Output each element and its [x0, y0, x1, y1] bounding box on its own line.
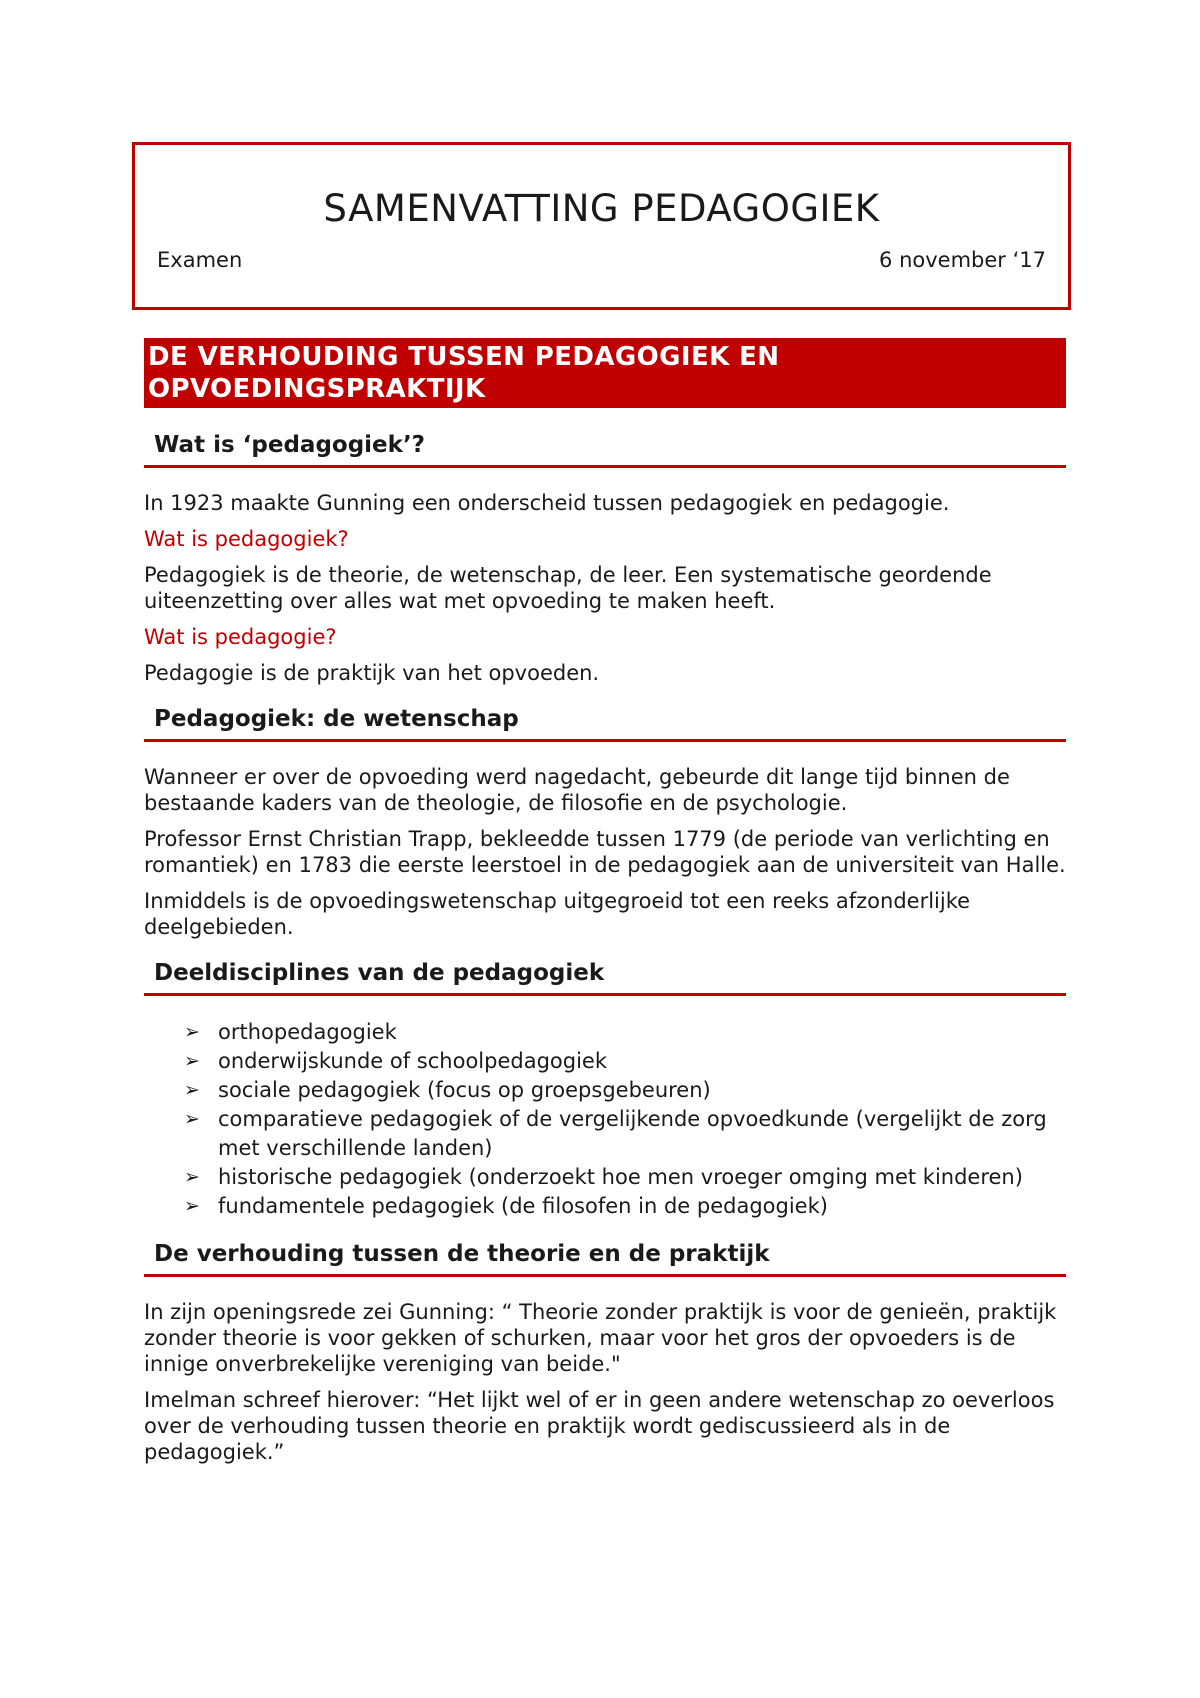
- paragraph: Pedagogiek is de theorie, de wetenschap, de leer. Een systematische geordende uiteenzetting over alles wat met opvoeding te maken heeft.: [144, 563, 992, 613]
- section-heading-wetenschap: Pedagogiek: de wetenschap: [144, 704, 1066, 742]
- arrow-bullet-icon: ➢: [184, 1079, 200, 1101]
- document-body: [144, 338, 1066, 1475]
- list-item: ➢ orthopedagogiek: [184, 1018, 1066, 1047]
- document-title: SAMENVATTING PEDAGOGIEK: [323, 187, 880, 230]
- section-heading-theorie-praktijk: De verhouding tussen de theorie en de praktijk: [144, 1239, 1066, 1277]
- list-item: ➢ sociale pedagogiek (focus op groepsgebeuren): [184, 1076, 1066, 1105]
- section-heading-wat-is-pedagogiek: Wat is ‘pedagogiek’?: [144, 430, 1066, 468]
- arrow-bullet-icon: ➢: [184, 1021, 200, 1043]
- arrow-bullet-icon: ➢: [184, 1050, 200, 1072]
- list-item: ➢ comparatieve pedagogiek of de vergelijkende opvoedkunde (vergelijkt de zorg met verschillende landen): [184, 1107, 1047, 1160]
- exam-date: 6 november ‘17: [879, 248, 1046, 272]
- arrow-bullet-icon: ➢: [184, 1166, 200, 1188]
- list-item: ➢ historische pedagogiek (onderzoekt hoe men vroeger omging met kinderen): [184, 1163, 1066, 1192]
- chapter-heading: DE VERHOUDING TUSSEN PEDAGOGIEK EN OPVOEDINGSPRAKTIJK: [144, 338, 1066, 408]
- paragraph: Pedagogie is de praktijk van het opvoeden.: [144, 661, 600, 685]
- question-line: Wat is pedagogie?: [144, 625, 337, 649]
- arrow-bullet-icon: ➢: [184, 1108, 200, 1130]
- section-heading-deeldisciplines: Deeldisciplines van de pedagogiek: [144, 958, 1066, 996]
- discipline-list: [144, 1018, 1066, 1221]
- paragraph: Professor Ernst Christian Trapp, bekleedde tussen 1779 (de periode van verlichting en romantiek) en 1783 die eerste leerstoel in de pedagogiek aan de universiteit van Halle.: [144, 827, 1066, 877]
- exam-label: Examen: [157, 248, 243, 272]
- arrow-bullet-icon: ➢: [184, 1195, 200, 1217]
- list-item: ➢ onderwijskunde of schoolpedagogiek: [184, 1047, 1066, 1076]
- list-item: ➢ fundamentele pedagogiek (de filosofen in de pedagogiek): [184, 1192, 1066, 1221]
- paragraph: In 1923 maakte Gunning een onderscheid tussen pedagogiek en pedagogie.: [144, 491, 950, 515]
- paragraph: Imelman schreef hierover: “Het lijkt wel of er in geen andere wetenschap zo oeverloos over de verhouding tussen theorie en praktijk wordt gediscussieerd als in de pedagogiek.”: [144, 1388, 1055, 1464]
- question-line: Wat is pedagogiek?: [144, 527, 349, 551]
- title-box: [132, 142, 1071, 310]
- paragraph: In zijn openingsrede zei Gunning: “ Theorie zonder praktijk is voor de genieën, praktijk zonder theorie is voor gekken of schurken, maar voor het gros der opvoeders is de innige onverbrekelijke vereniging van beide.": [144, 1300, 1057, 1376]
- paragraph: Inmiddels is de opvoedingswetenschap uitgegroeid tot een reeks afzonderlijke deelgebieden.: [144, 889, 971, 939]
- paragraph: Wanneer er over de opvoeding werd nagedacht, gebeurde dit lange tijd binnen de bestaande kaders van de theologie, de filosofie en de psychologie.: [144, 765, 1010, 815]
